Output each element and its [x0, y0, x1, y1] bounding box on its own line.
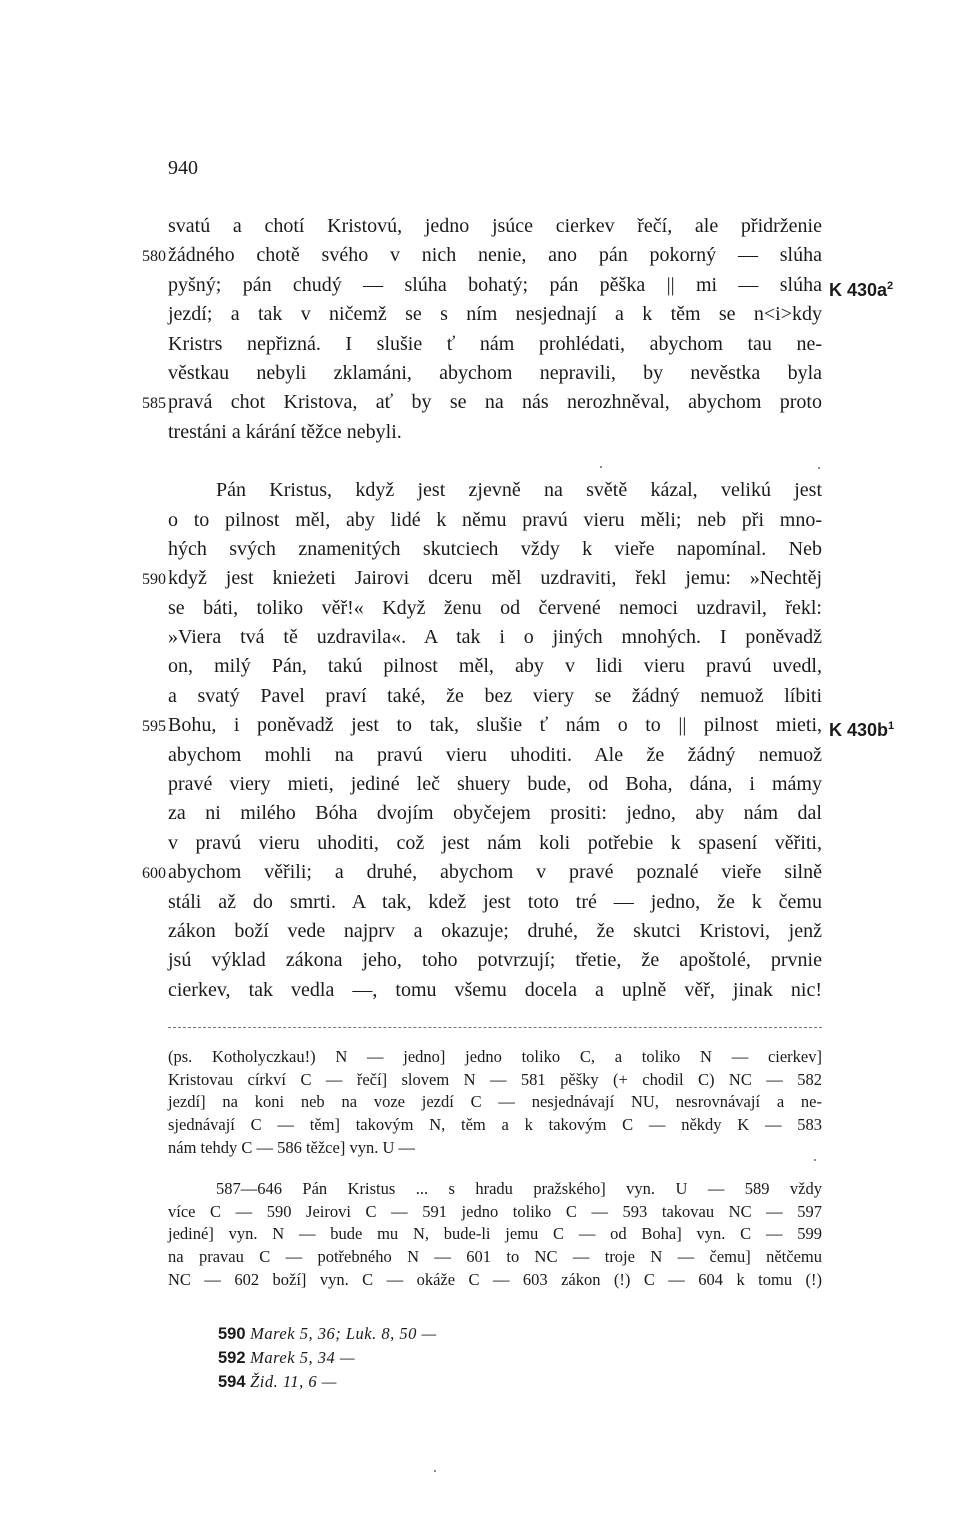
print-speck	[434, 1470, 436, 1472]
text-line	[0, 564, 960, 593]
line-text: Pán Kristus, když jest zjevně na světě kázal, velikú jest	[216, 479, 822, 502]
apparatus-line	[0, 1091, 960, 1114]
line-text: jezdí; a tak v ničemž se s ním nesjednají a k těm se n<i>kdy	[168, 303, 822, 326]
apparatus-text: více C — 590 Jeirovi C — 591 jedno toliko C — 593 takovau NC — 597	[168, 1201, 822, 1221]
apparatus-line	[0, 1269, 960, 1292]
line-text: zákon boží vede najprv a okazuje; druhé, že skutci Kristovi, jenž	[168, 919, 822, 942]
text-line	[0, 212, 960, 241]
print-speck	[818, 467, 820, 469]
reference-line-number: 590	[218, 1325, 251, 1343]
apparatus-text: na pravau C — potřebného N — 601 to NC — troje N — čemu] nětčemu	[168, 1247, 822, 1267]
line-number: 600	[142, 865, 166, 883]
text-line	[0, 271, 960, 300]
folio-superscript: 2	[887, 279, 894, 292]
apparatus-line	[0, 1069, 960, 1092]
line-text: jsú výklad zákona jeho, toho potvrzují; třetie, že apoštolé, prvnie	[168, 949, 822, 972]
line-text: abychom věřili; a druhé, abychom v pravé poznalé vieře silně	[168, 861, 822, 884]
folio-label: K 430b	[829, 720, 889, 741]
line-number: 590	[142, 571, 166, 589]
text-line	[0, 946, 960, 975]
reference-citation: Žid. 11, 6 —	[250, 1372, 337, 1391]
text-line	[0, 888, 960, 917]
print-speck	[814, 1159, 816, 1161]
reference-citation: Marek 5, 34 —	[250, 1348, 355, 1367]
text-line	[0, 623, 960, 652]
apparatus-line	[0, 1137, 960, 1160]
apparatus-text: jezdí] na koni neb na voze jezdí C — nesjednávají NU, nesrovnávají a ne-	[168, 1092, 822, 1112]
apparatus-text: nám tehdy C — 586 těžce] vyn. U —	[168, 1137, 415, 1157]
apparatus-text: jediné] vyn. N — bude mu N, bude-li jemu C — od Boha] vyn. C — 599	[168, 1224, 822, 1244]
page-number: 940	[168, 157, 198, 179]
line-text: abychom mohli na pravú vieru uhoditi. Ale že žádný nemuož	[168, 743, 822, 766]
text-line	[0, 447, 960, 476]
text-line	[0, 799, 960, 828]
text-line	[0, 241, 960, 270]
apparatus-line	[0, 1178, 960, 1201]
apparatus-text: Kristovau církví C — řečí] slovem N — 581 pěšky (+ chodil C) NC — 582	[168, 1069, 822, 1089]
text-line	[0, 300, 960, 329]
apparatus-divider	[168, 1027, 822, 1028]
line-text: žádného chotě svého v nich nenie, ano pán pokorný — slúha	[168, 244, 822, 267]
text-line	[0, 535, 960, 564]
text-line	[0, 652, 960, 681]
line-text: pravé viery mieti, jediné leč shuery bude, od Boha, dána, i mámy	[168, 773, 822, 796]
reference-line-number: 592	[218, 1349, 251, 1367]
reference-line	[218, 1322, 437, 1346]
reference-citation: Marek 5, 36; Luk. 8, 50 —	[250, 1324, 437, 1343]
line-text: v pravú vieru uhoditi, což jest nám koli potřebie k spasení věřiti,	[168, 831, 822, 854]
text-line	[0, 917, 960, 946]
apparatus-line	[0, 1246, 960, 1269]
text-line	[0, 858, 960, 887]
text-line	[0, 976, 960, 1005]
text-line	[0, 506, 960, 535]
line-text: trestáni a kárání těžce nebyli.	[168, 420, 402, 443]
text-line	[0, 711, 960, 740]
reference-line-number: 594	[218, 1373, 251, 1391]
apparatus-text: 587—646 Pán Kristus ... s hradu pražského] vyn. U — 589 vždy	[216, 1179, 822, 1198]
text-line	[0, 682, 960, 711]
apparatus-text: (ps. Kotholyczkau!) N — jedno] jedno toliko C, a toliko N — cierkev]	[168, 1047, 822, 1066]
apparatus-text: NC — 602 boží] vyn. C — okáže C — 603 zákon (!) C — 604 k tomu (!)	[168, 1269, 822, 1289]
apparatus-line	[0, 1223, 960, 1246]
line-text: Kristrs nepřizná. I slušie ť nám prohlédati, abychom tau ne-	[168, 332, 822, 355]
apparatus-line	[0, 1114, 960, 1137]
text-line	[0, 418, 960, 447]
reference-line	[218, 1346, 437, 1370]
critical-apparatus-omissions	[0, 1178, 960, 1291]
text-line	[0, 594, 960, 623]
line-text: o to pilnost měl, aby lidé k němu pravú vieru měli; neb při mno-	[168, 508, 822, 531]
text-line	[0, 388, 960, 417]
line-number: 595	[142, 718, 166, 736]
apparatus-line	[0, 1046, 960, 1069]
line-number: 580	[142, 248, 166, 266]
text-line	[0, 770, 960, 799]
text-line	[0, 330, 960, 359]
line-number: 585	[142, 395, 166, 413]
apparatus-text: sjednávají C — těm] takovým N, těm a k takovým C — někdy K — 583	[168, 1115, 822, 1135]
folio-label: K 430a	[829, 279, 888, 300]
line-text: stáli až do smrti. A tak, kdež jest toto tré — jedno, že k čemu	[168, 890, 822, 913]
line-text: pyšný; pán chudý — slúha bohatý; pán pěška || mi — slúha	[168, 273, 822, 296]
folio-superscript: 1	[888, 720, 895, 733]
line-text: Bohu, i poněvadž jest to tak, slušie ť nám o to || pilnost mieti,	[168, 714, 822, 737]
line-text: hých svých znamenitých skutciech vždy k vieře napomínal. Neb	[168, 537, 822, 560]
line-text: »Viera tvá tě uzdravila«. A tak i o jiných mnohých. I poněvadž	[168, 626, 822, 649]
line-text: pravá chot Kristova, ať by se na nás nerozhněval, abychom proto	[168, 391, 822, 414]
main-text-block	[0, 212, 960, 1005]
reference-line	[218, 1370, 437, 1394]
text-line	[0, 476, 960, 505]
apparatus-line	[0, 1201, 960, 1224]
text-line	[0, 741, 960, 770]
print-speck	[600, 466, 602, 468]
biblical-references	[218, 1322, 437, 1394]
line-text: když jest knieżeti Jairovi dceru měl uzdraviti, řekl jemu: »Nechtěj	[168, 567, 822, 590]
critical-apparatus-variants	[0, 1046, 960, 1159]
line-text: a svatý Pavel praví také, že bez viery se žádný nemuož líbiti	[168, 684, 822, 707]
text-line	[0, 829, 960, 858]
line-text: svatú a chotí Kristovú, jedno jsúce cierkev řečí, ale přidrženie	[168, 215, 822, 237]
line-text: on, milý Pán, takú pilnost měl, aby v lidi vieru pravú uvedl,	[168, 655, 822, 678]
line-text: cierkev, tak vedla —, tomu všemu docela a uplně věř, jinak nic!	[168, 978, 822, 1001]
line-text: se báti, toliko věř!« Když ženu od červené nemoci uzdravil, řekl:	[168, 596, 822, 619]
line-text: věstkau nebyli zklamáni, abychom nepravili, by nevěstka byla	[168, 361, 822, 384]
line-text: za ni milého Bóha dvojím obyčejem prositi: jedno, aby nám dal	[168, 802, 822, 825]
text-line	[0, 359, 960, 388]
